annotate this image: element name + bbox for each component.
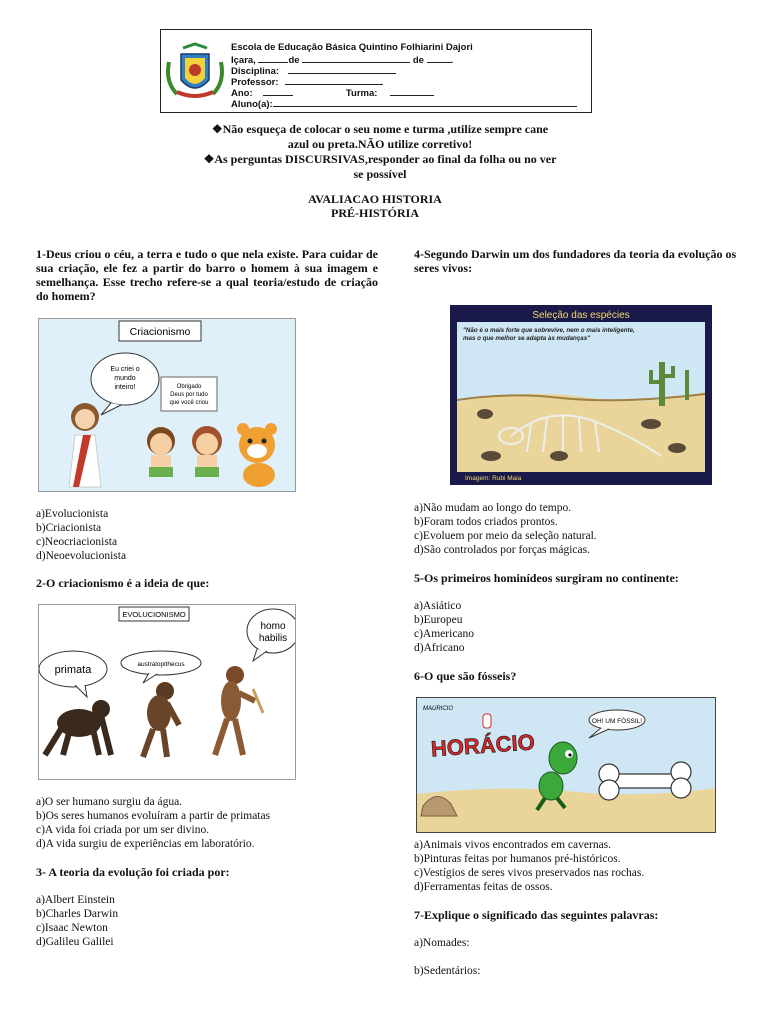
question-6: 6-O que são fósseis?	[414, 669, 517, 683]
tiger-figure-icon	[237, 423, 277, 487]
svg-text:inteiro!: inteiro!	[114, 384, 136, 391]
q2-option-a[interactable]: a)O ser humano surgiu da água.	[36, 796, 183, 808]
adam-eve-figure-icon	[147, 426, 222, 477]
instructions: ❖Não esqueça de colocar o seu nome e turma ,utilize sempre cane azul ou preta.NÃO utilize corretivo! ❖As perguntas DISCURSIVAS,responder ao final da folha ou no ver se possível	[203, 122, 557, 181]
svg-text:Eu criei o: Eu criei o	[110, 366, 140, 373]
q5-option-a[interactable]: a)Asiático	[414, 600, 462, 612]
svg-text:Imagem: Rubi Maia: Imagem: Rubi Maia	[465, 475, 522, 482]
q1-option-c[interactable]: c)Neocriacionista	[36, 536, 118, 548]
q6-option-b[interactable]: b)Pinturas feitas por humanos pré-históricos.	[414, 853, 621, 865]
page-title: AVALIACAO HISTORIA PRÉ-HISTÓRIA	[308, 192, 442, 220]
school-name: Escola de Educação Básica Quintino Folhiarini Dajori	[231, 42, 473, 53]
school-crest-icon	[163, 42, 227, 102]
q3-option-d[interactable]: d)Galileu Galilei	[36, 936, 114, 948]
svg-text:mundo: mundo	[114, 375, 136, 382]
q2-option-c[interactable]: c)A vida foi criada por um ser divino.	[36, 824, 210, 836]
q6-option-c[interactable]: c)Vestígios de seres vivos preservados nas rochas.	[414, 867, 645, 879]
question-2: 2-O criacionismo é a ideia de que:	[36, 576, 210, 590]
creationism-fig-title: Criacionismo	[129, 326, 191, 338]
svg-text:habilis: habilis	[258, 633, 288, 644]
q7-item-a[interactable]: a)Nomades:	[414, 937, 470, 949]
q4-option-a[interactable]: a)Não mudam ao longo do tempo.	[414, 502, 572, 514]
q3-option-c[interactable]: c)Isaac Newton	[36, 922, 108, 934]
q5-option-d[interactable]: d)Africano	[414, 642, 465, 654]
creationism-figure	[38, 318, 296, 492]
svg-text:MAURICIO: MAURICIO	[423, 706, 453, 712]
svg-text:Deus por tudo: Deus por tudo	[170, 392, 208, 398]
species-selection-figure	[450, 305, 712, 485]
q5-options	[414, 599, 474, 655]
evolution-figure	[38, 604, 296, 780]
homo-habilis-figure-icon	[215, 666, 263, 755]
q1-option-a[interactable]: a)Evolucionista	[36, 508, 109, 520]
q2-option-d[interactable]: d)A vida surgiu de experiências em laboratório.	[36, 838, 255, 850]
question-1: 1-Deus criou o céu, a terra e tudo o que nela existe. Para cuidar de sua criação, ele fez a partir do barro o homem à sua imagem e semelhança. Esse trecho refere-se a qual teoria/estudo de criação do homem?	[36, 247, 378, 303]
svg-text:australopithecus: australopithecus	[137, 661, 185, 668]
q3-options	[36, 893, 118, 949]
q2-option-b[interactable]: b)Os seres humanos evoluíram a partir de primatas	[36, 810, 271, 822]
svg-text:primata: primata	[54, 664, 92, 676]
svg-text:EVOLUCIONISMO: EVOLUCIONISMO	[122, 610, 186, 619]
svg-text:OH! UM FÓSSIL!: OH! UM FÓSSIL!	[591, 718, 643, 725]
svg-text:Seleção das espécies: Seleção das espécies	[532, 310, 630, 321]
svg-text:Obrigado: Obrigado	[176, 384, 202, 390]
date-line[interactable]: Içara, de de .	[231, 55, 454, 66]
fossil-comic-figure	[416, 697, 716, 833]
q4-option-d[interactable]: d)São controlados por forças mágicas.	[414, 544, 590, 556]
svg-text:mas o que melhor se adapta às: mas o que melhor se adapta às mudanças"	[463, 335, 591, 342]
q3-option-a[interactable]: a)Albert Einstein	[36, 894, 115, 906]
q1-option-d[interactable]: d)Neoevolucionista	[36, 550, 127, 562]
australopithecus-figure-icon	[143, 682, 179, 757]
svg-text:"Não é o mais forte que sobrev: "Não é o mais forte que sobrevive, nem o mais inteligente,	[463, 327, 635, 334]
question-4: 4-Segundo Darwin um dos fundadores da teoria da evolução os seres vivos:	[414, 247, 737, 275]
q3-option-b[interactable]: b)Charles Darwin	[36, 908, 119, 920]
q6-options	[414, 838, 644, 894]
q1-option-b[interactable]: b)Criacionista	[36, 522, 102, 534]
student-field[interactable]: Aluno(a):	[231, 98, 577, 110]
svg-text:homo: homo	[260, 621, 286, 632]
q5-option-c[interactable]: c)Americano	[414, 628, 475, 640]
question-5: 5-Os primeiros hominídeos surgiram no continente:	[414, 571, 679, 585]
primate-figure-icon	[45, 700, 111, 755]
q5-option-b[interactable]: b)Europeu	[414, 614, 463, 626]
q6-option-d[interactable]: d)Ferramentas feitas de ossos.	[414, 881, 553, 893]
jesus-figure-icon	[69, 403, 101, 487]
teacher-field[interactable]: Professor:	[231, 76, 383, 88]
q6-option-a[interactable]: a)Animais vivos encontrados em cavernas.	[414, 839, 612, 851]
q4-options	[414, 501, 597, 557]
q1-options	[36, 507, 126, 563]
q4-option-b[interactable]: b)Foram todos criados prontos.	[414, 516, 558, 528]
year-class-field[interactable]: Ano: Turma:	[231, 87, 434, 99]
discipline-field[interactable]: Disciplina:	[231, 65, 396, 77]
svg-text:que você criou: que você criou	[169, 400, 209, 406]
horacio-logo: HORÁCIO	[430, 729, 536, 762]
question-3: 3- A teoria da evolução foi criada por:	[36, 865, 230, 879]
q7-item-b[interactable]: b)Sedentários:	[414, 965, 481, 977]
question-7: 7-Explique o significado das seguintes palavras:	[414, 908, 659, 922]
q4-option-c[interactable]: c)Evoluem por meio da seleção natural.	[414, 530, 597, 542]
q2-options	[36, 795, 270, 851]
